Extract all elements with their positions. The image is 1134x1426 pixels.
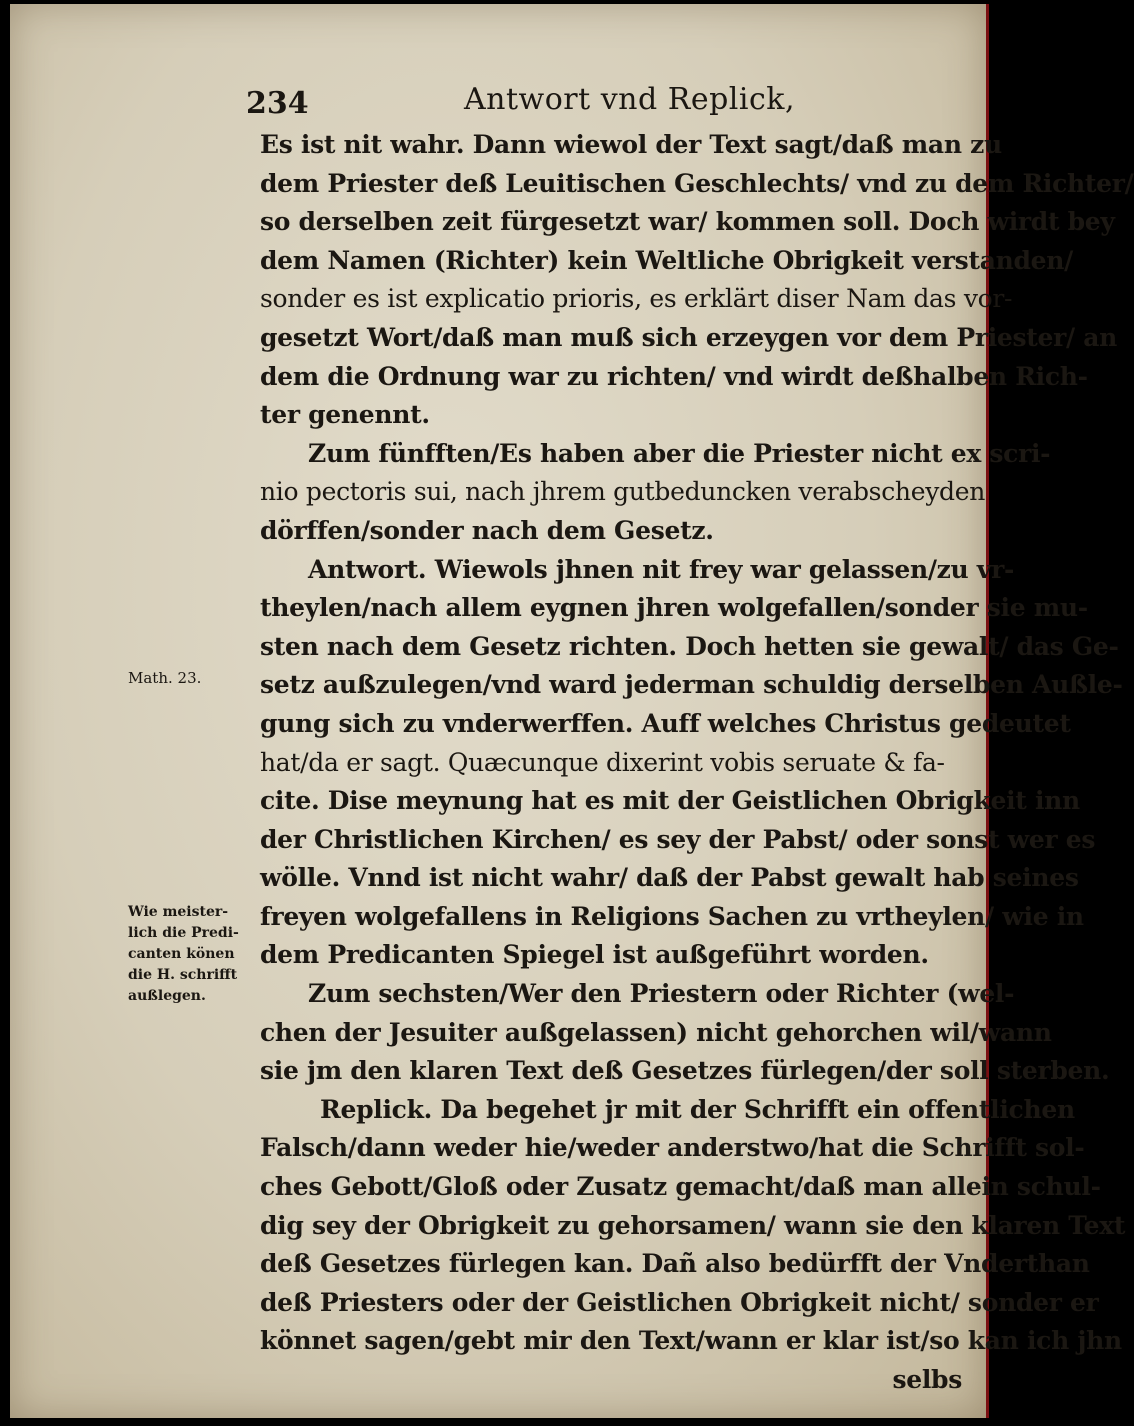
- page-number: 234: [246, 86, 309, 121]
- text-line: Zum fünfften/Es haben aber die Priester nicht ex scri-: [308, 438, 1051, 468]
- text-line: sten nach dem Gesetz richten. Doch hetten sie gewalt/ das Ge-: [260, 631, 1119, 661]
- text-line: freyen wolgefallens in Religions Sachen zu vrtheylen/ wie in: [260, 901, 1084, 931]
- body-text: [260, 126, 1134, 1400]
- text-line: dem Namen (Richter) kein Weltliche Obrigkeit verstanden/: [260, 245, 1073, 275]
- text-line: ter genennt.: [260, 400, 430, 430]
- text-line: dem die Ordnung war zu richten/ vnd wirdt deßhalben Rich-: [260, 361, 1088, 391]
- text-line: setz außzulegen/vnd ward jederman schuldig derselben Außle-: [260, 670, 1123, 700]
- text-line: chen der Jesuiter außgelassen) nicht gehorchen wil/wann: [260, 1017, 1052, 1047]
- text-line: cite. Dise meynung hat es mit der Geistlichen Obrigkeit inn: [260, 786, 1080, 816]
- text-line: gesetzt Wort/daß man muß sich erzeygen vor dem Priester/ an: [260, 322, 1118, 352]
- text-line: könnet sagen/gebt mir den Text/wann er klar ist/so kan ich jhn: [260, 1326, 1122, 1356]
- text-line: dem Priester deß Leuitischen Geschlechts/ vnd zu dem Richter/: [260, 168, 1134, 198]
- text-line: Es ist nit wahr. Dann wiewol der Text sagt/daß man zu: [260, 130, 1002, 159]
- margin-note-line: außlegen.: [128, 988, 206, 1004]
- running-header: [246, 82, 966, 122]
- book-page: [10, 4, 1134, 1418]
- text-line: Falsch/dann weder hie/weder anderstwo/hat die Schrifft sol-: [260, 1133, 1085, 1163]
- catchword: selbs: [892, 1365, 962, 1394]
- running-title: Antwort vnd Replick,: [464, 82, 795, 117]
- text-line: nio pectoris sui, nach jhrem gutbeduncken verabscheyden: [260, 477, 986, 507]
- text-line: dörffen/sonder nach dem Gesetz.: [260, 515, 714, 545]
- text-line: so derselben zeit fürgesetzt war/ kommen soll. Doch wirdt bey: [260, 207, 1115, 237]
- margin-note-line: Wie meister-: [128, 904, 229, 920]
- margin-note-gloss: [128, 902, 253, 1007]
- margin-note-line: lich die Predi-: [128, 925, 239, 941]
- text-line: dem Predicanten Spiegel ist außgeführt worden.: [260, 940, 929, 970]
- margin-note-line: die H. schrifft: [128, 967, 238, 983]
- text-line: deß Gesetzes fürlegen kan. Dañ also bedürfft der Vnderthan: [260, 1249, 1090, 1279]
- text-line: theylen/nach allem eygnen jhren wolgefallen/sonder sie mu-: [260, 593, 1088, 623]
- margin-note-line: canten könen: [128, 946, 235, 962]
- text-line: hat/da er sagt. Quæcunque dixerint vobis seruate & fa-: [260, 747, 945, 777]
- text-line: ches Gebott/Gloß oder Zusatz gemacht/daß man allein schul-: [260, 1172, 1101, 1202]
- text-line: Zum sechsten/Wer den Priestern oder Richter (wel-: [308, 979, 1015, 1009]
- text-line: deß Priesters oder der Geistlichen Obrigkeit nicht/ sonder er: [260, 1287, 1099, 1317]
- margin-note-reference: Math. 23.: [128, 669, 202, 687]
- text-line: Replick. Da begehet jr mit der Schrifft ein offentlichen: [320, 1094, 1075, 1124]
- text-line: sie jm den klaren Text deß Gesetzes fürlegen/der soll sterben.: [260, 1056, 1110, 1086]
- text-line: wölle. Vnnd ist nicht wahr/ daß der Pabst gewalt hab seines: [260, 863, 1079, 893]
- text-line: der Christlichen Kirchen/ es sey der Pabst/ oder sonst wer es: [260, 824, 1096, 854]
- text-line: Antwort. Wiewols jhnen nit frey war gelassen/zu vr-: [308, 554, 1015, 584]
- text-line: dig sey der Obrigkeit zu gehorsamen/ wann sie den klaren Text: [260, 1210, 1126, 1240]
- text-line: sonder es ist explicatio prioris, es erklärt diser Nam das vor-: [260, 284, 1013, 314]
- text-line: gung sich zu vnderwerffen. Auff welches Christus gedeutet: [260, 708, 1071, 738]
